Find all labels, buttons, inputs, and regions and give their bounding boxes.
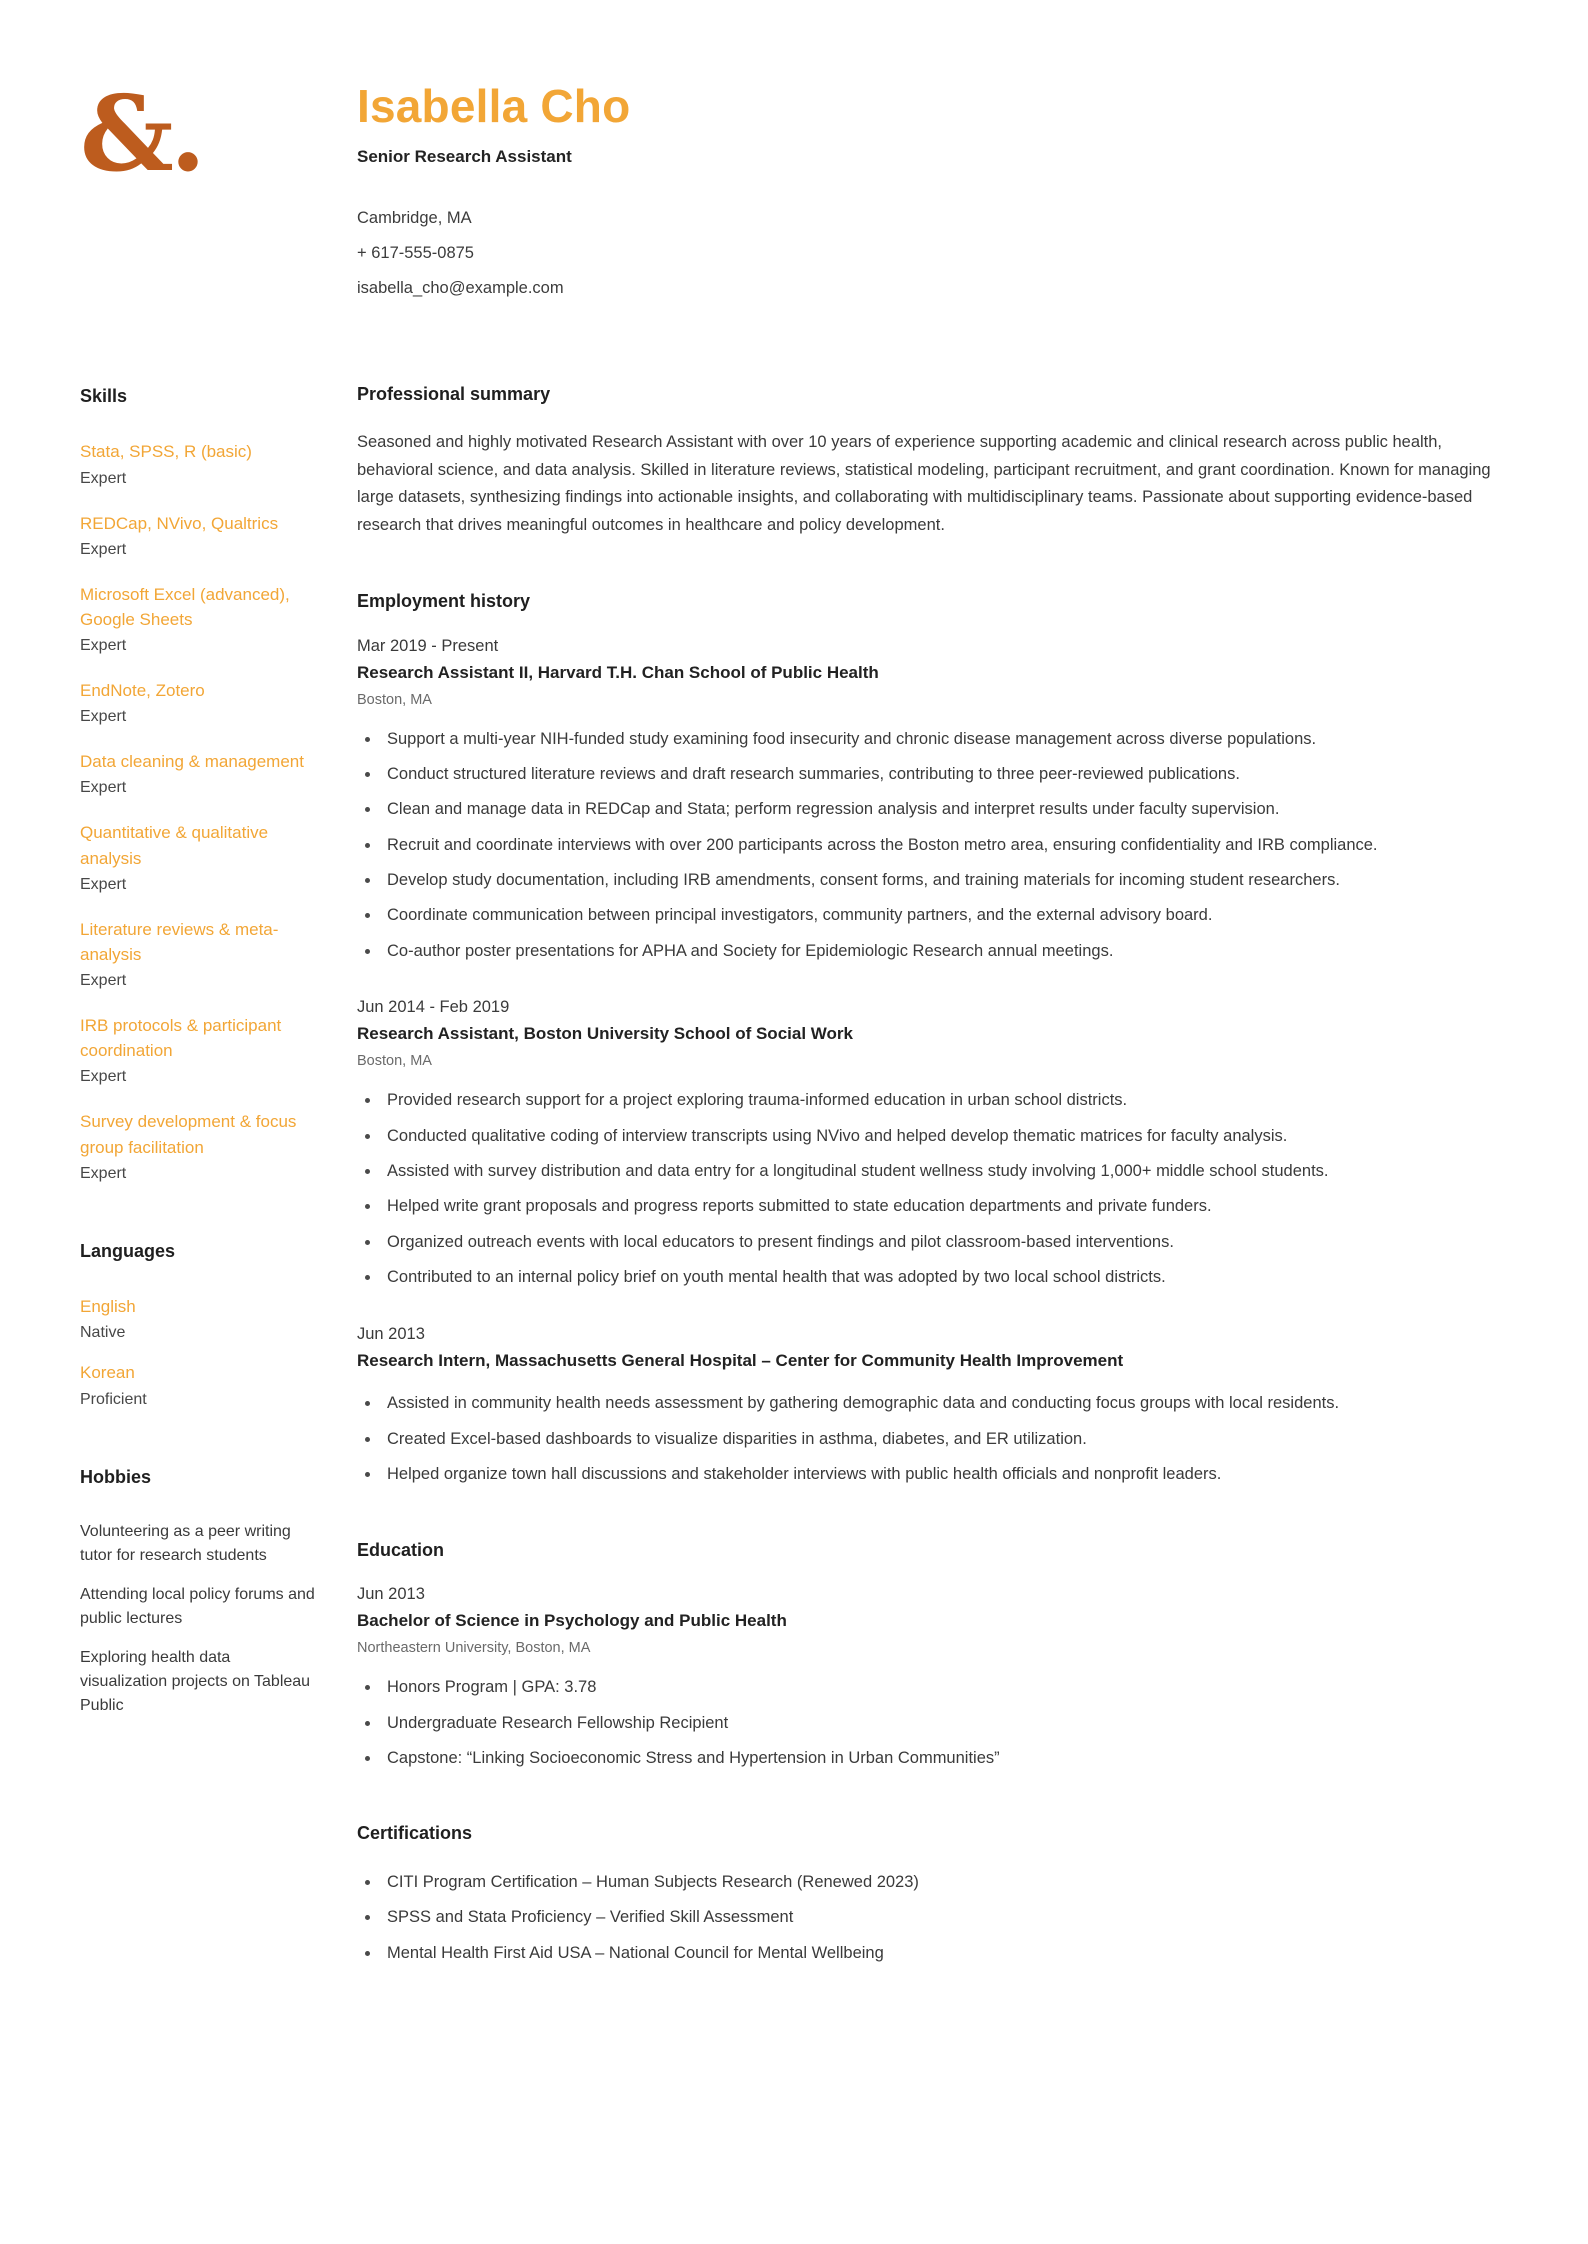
education-dates: Jun 2013 xyxy=(357,1585,425,1604)
skill-name: Quantitative & qualitative analysis xyxy=(80,823,269,868)
job-bullet: Assisted with survey distribution and data entry for a longitudinal student wellness study involving 1,000+ middle school students. xyxy=(357,1158,1508,1184)
skill-item xyxy=(80,678,320,726)
ampersand-logo-icon: &. xyxy=(80,72,203,195)
skill-item xyxy=(80,1109,320,1182)
skill-item xyxy=(80,1013,320,1086)
hobby-item: Attending local policy forums and public lectures xyxy=(80,1586,315,1628)
languages-list xyxy=(80,1294,320,1408)
education-heading: Education xyxy=(357,1539,445,1560)
summary-heading: Professional summary xyxy=(357,383,551,404)
employment-heading: Employment history xyxy=(357,590,531,611)
hobbies-heading: Hobbies xyxy=(80,1466,152,1487)
summary-section xyxy=(357,384,1508,539)
skill-name: Data cleaning & management xyxy=(80,752,304,772)
hobby-item: Volunteering as a peer writing tutor for research students xyxy=(80,1523,291,1565)
skill-name: Survey development & focus group facilitation xyxy=(80,1112,297,1157)
job-title: Research Intern, Massachusetts General Hospital – Center for Community Health Improvement xyxy=(357,1350,1124,1370)
job-bullet: Clean and manage data in REDCap and Stata; perform regression analysis and interpret results under faculty supervision. xyxy=(357,796,1508,822)
skill-item xyxy=(80,820,320,893)
education-degree: Bachelor of Science in Psychology and Public Health xyxy=(357,1611,787,1631)
certification-bullet: CITI Program Certification – Human Subjects Research (Renewed 2023) xyxy=(357,1869,1508,1895)
skill-level: Expert xyxy=(80,469,127,487)
certification-bullet: SPSS and Stata Proficiency – Verified Skill Assessment xyxy=(357,1904,1508,1930)
language-name: English xyxy=(80,1297,136,1317)
job-location: Boston, MA xyxy=(357,691,432,708)
job-bullet: Helped write grant proposals and progress reports submitted to state education departments and private funders. xyxy=(357,1193,1508,1219)
job-dates: Mar 2019 - Present xyxy=(357,636,499,655)
job-title: Research Assistant II, Harvard T.H. Chan School of Public Health xyxy=(357,662,879,682)
job-dates: Jun 2013 xyxy=(357,1324,425,1343)
job-bullet: Conducted qualitative coding of interview transcripts using NVivo and helped develop thematic matrices for faculty analysis. xyxy=(357,1123,1508,1149)
language-name: Korean xyxy=(80,1363,135,1383)
header xyxy=(80,72,1508,314)
hobby-item: Exploring health data visualization projects on Tableau Public xyxy=(80,1649,311,1715)
job-bullet: Conduct structured literature reviews and draft research summaries, contributing to three peer-reviewed publications. xyxy=(357,761,1508,787)
certifications-list xyxy=(357,1869,1508,1966)
skill-item xyxy=(80,439,320,487)
certifications-section xyxy=(357,1823,1508,1966)
job-bullet: Assisted in community health needs assessment by gathering demographic data and conducting focus groups with local residents. xyxy=(357,1390,1508,1416)
job-entry xyxy=(357,1325,1508,1488)
main-column xyxy=(357,384,1508,2018)
skill-level: Expert xyxy=(80,875,127,893)
job-location: Boston, MA xyxy=(357,1053,432,1070)
contact-block xyxy=(357,209,1508,298)
job-bullet: Co-author poster presentations for APHA and Society for Epidemiologic Research annual meetings. xyxy=(357,938,1508,964)
skill-level: Expert xyxy=(80,540,127,558)
brand-logo xyxy=(80,72,320,314)
job-bullet: Created Excel-based dashboards to visualize disparities in asthma, diabetes, and ER utilization. xyxy=(357,1426,1508,1452)
header-main xyxy=(357,80,1508,314)
contact-line: + 617-555-0875 xyxy=(357,243,474,262)
person-job-title: Senior Research Assistant xyxy=(357,146,572,166)
skills-list xyxy=(80,439,320,1182)
skill-level: Expert xyxy=(80,708,127,726)
skill-level: Expert xyxy=(80,779,127,797)
skills-section xyxy=(80,386,320,1183)
skill-name: Literature reviews & meta-analysis xyxy=(80,919,279,964)
skill-level: Expert xyxy=(80,1068,127,1086)
job-bullet: Develop study documentation, including IRB amendments, consent forms, and training materials for incoming student researchers. xyxy=(357,867,1508,893)
job-bullet: Organized outreach events with local educators to present findings and pilot classroom-based interventions. xyxy=(357,1229,1508,1255)
job-entry xyxy=(357,637,1508,965)
skill-level: Expert xyxy=(80,972,127,990)
education-bullet: Undergraduate Research Fellowship Recipient xyxy=(357,1710,1508,1736)
skill-name: IRB protocols & participant coordination xyxy=(80,1016,282,1061)
hobbies-list xyxy=(80,1520,320,1718)
person-name: Isabella Cho xyxy=(357,80,631,132)
hobbies-section xyxy=(80,1467,320,1719)
education-entry xyxy=(357,1585,1508,1771)
job-title: Research Assistant, Boston University School of Social Work xyxy=(357,1024,853,1044)
skill-name: EndNote, Zotero xyxy=(80,681,205,701)
education-bullet: Honors Program | GPA: 3.78 xyxy=(357,1674,1508,1700)
job-bullet: Recruit and coordinate interviews with over 200 participants across the Boston metro area, ensuring confidentiality and IRB compliance. xyxy=(357,832,1508,858)
job-bullet: Support a multi-year NIH-funded study examining food insecurity and chronic disease management across diverse populations. xyxy=(357,726,1508,752)
language-item xyxy=(80,1360,320,1408)
skill-item xyxy=(80,749,320,797)
skill-item xyxy=(80,917,320,990)
education-section xyxy=(357,1540,1508,1772)
summary-text: Seasoned and highly motivated Research Assistant with over 10 years of experience supporting academic and clinical research across public health, behavioral science, and data analysis. Skilled in literature reviews, statistical modeling, participant recruitment, and grant coordination. Known for managing large datasets, synthesizing findings into actionable insights, and collaborating with multidisciplinary teams. Passionate about supporting evidence-based research that drives meaningful outcomes in healthcare and policy development. xyxy=(357,433,1491,534)
skill-name: REDCap, NVivo, Qualtrics xyxy=(80,513,279,533)
sidebar xyxy=(80,384,320,2018)
employment-section xyxy=(357,591,1508,1488)
language-item xyxy=(80,1294,320,1342)
job-bullets xyxy=(357,1390,1508,1487)
job-bullets xyxy=(357,726,1508,965)
skill-name: Microsoft Excel (advanced), Google Sheets xyxy=(80,584,290,629)
skills-heading: Skills xyxy=(80,385,128,406)
contact-line: isabella_cho@example.com xyxy=(357,278,564,297)
education-bullet: Capstone: “Linking Socioeconomic Stress and Hypertension in Urban Communities” xyxy=(357,1745,1508,1771)
certifications-heading: Certifications xyxy=(357,1823,473,1844)
languages-section xyxy=(80,1241,320,1409)
skill-name: Stata, SPSS, R (basic) xyxy=(80,442,252,462)
languages-heading: Languages xyxy=(80,1240,176,1261)
job-dates: Jun 2014 - Feb 2019 xyxy=(357,998,510,1017)
job-bullet: Provided research support for a project exploring trauma-informed education in urban school districts. xyxy=(357,1087,1508,1113)
contact-line: Cambridge, MA xyxy=(357,208,472,227)
job-bullet: Contributed to an internal policy brief on youth mental health that was adopted by two local school districts. xyxy=(357,1264,1508,1290)
content-columns xyxy=(80,384,1508,2018)
job-bullet: Coordinate communication between principal investigators, community partners, and the external advisory board. xyxy=(357,902,1508,928)
jobs-list xyxy=(357,637,1508,1488)
job-bullets xyxy=(357,1087,1508,1290)
job-entry xyxy=(357,998,1508,1290)
education-school: Northeastern University, Boston, MA xyxy=(357,1640,591,1657)
certification-bullet: Mental Health First Aid USA – National Council for Mental Wellbeing xyxy=(357,1940,1508,1966)
education-bullets xyxy=(357,1674,1508,1771)
language-level: Native xyxy=(80,1324,126,1342)
skill-item xyxy=(80,582,320,655)
language-level: Proficient xyxy=(80,1390,147,1408)
job-bullet: Helped organize town hall discussions and stakeholder interviews with public health officials and nonprofit leaders. xyxy=(357,1461,1508,1487)
skill-item xyxy=(80,511,320,559)
skill-level: Expert xyxy=(80,637,127,655)
skill-level: Expert xyxy=(80,1164,127,1182)
